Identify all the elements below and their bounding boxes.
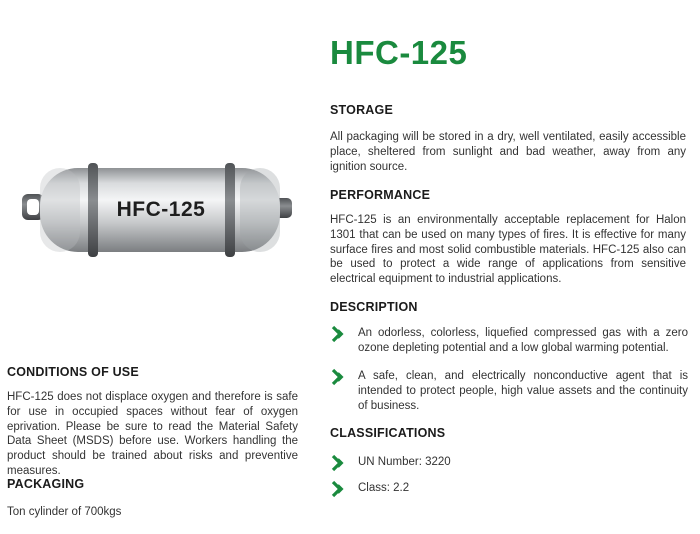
packaging-heading: PACKAGING [7,477,85,491]
description-heading: DESCRIPTION [330,300,418,314]
packaging-text: Ton cylinder of 700kgs [7,506,122,518]
performance-text: HFC-125 is an environmentally acceptable replacement for Halon 1301 that can be used on many types of fires. It is effective for many surface fires and most solid combustible materials. HFC-125 also can be used to protect a wide range of applications from sensitive electrical equipment to industrial applications. [330,214,686,286]
performance-heading: PERFORMANCE [330,188,431,202]
list-item [330,455,688,472]
list-item [330,481,688,498]
list-item [330,326,688,356]
list-item [330,369,688,413]
description-item: A safe, clean, and electrically nonconductive agent that is intended to protect people, high value assets and the continuity of business. [358,370,688,412]
storage-text: All packaging will be stored in a dry, well ventilated, easily accessible place, sheltered from sunlight and bad weather, away from any ignition source. [330,131,686,173]
conditions-text: HFC-125 does not displace oxygen and therefore is safe for use in occupied spaces without fear of oxygen eprivation. Please be sure to read the Material Safety Data Sheet (MSDS) before use. Workers handling the product should be trained about risks and preventive measures. [7,391,298,477]
classification-item: Class: 2.2 [358,482,410,494]
page-title: HFC-125 [330,34,468,71]
classification-item: UN Number: 3220 [358,456,451,468]
cylinder-image [20,160,298,260]
storage-heading: STORAGE [330,103,393,117]
chevron-right-icon [330,454,348,472]
description-item: An odorless, colorless, liquefied compressed gas with a zero ozone depleting potential and a low global warming potential. [358,327,688,354]
classifications-heading: CLASSIFICATIONS [330,426,446,440]
chevron-right-icon [330,480,348,498]
conditions-heading: CONDITIONS OF USE [7,365,139,379]
chevron-right-icon [330,325,348,343]
chevron-right-icon [330,368,348,386]
cylinder-label: HFC-125 [116,198,206,221]
